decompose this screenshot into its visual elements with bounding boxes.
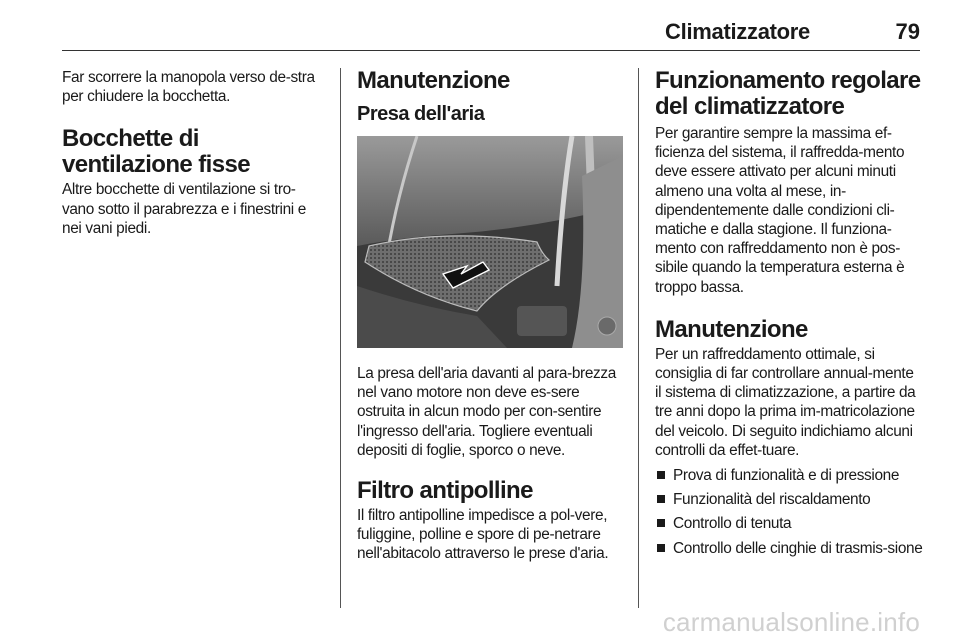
regular-operation-text: Per garantire sempre la massima ef-ficienza del sistema, il raffredda-mento deve essere attivato per alcuni minuti almeno una volta al mese, in-dipendentemente dalle condizioni cli-matiche e dalla stagione. Il funziona-mento con raffreddamento non è pos-sibile quando la temperatura esterna è troppo bassa. <box>655 125 905 296</box>
bullet-square-icon <box>657 471 665 479</box>
page-number: 79 <box>895 19 920 44</box>
column-2 <box>357 68 623 564</box>
column-divider <box>340 68 341 608</box>
list-item-text: Funzionalità del riscaldamento <box>673 491 871 509</box>
bullet-square-icon <box>657 544 665 552</box>
section-title-maintenance: Manutenzione <box>357 67 510 94</box>
maintenance-ac-text: Per un raffreddamento ottimale, si consiglia di far controllare annual-mente il sistema di climatizzazione, a partire da tre anni dopo la prima im-matricolazione del veicolo. Di seguito indichiamo alcuni controlli da effet-tuare. <box>655 345 916 459</box>
list-item <box>655 490 923 509</box>
column-1 <box>62 68 324 238</box>
column-3 <box>655 68 923 563</box>
section-title-maintenance-ac: Manutenzione <box>655 315 808 343</box>
page-header <box>62 16 920 51</box>
list-item-text: Controllo delle cinghie di trasmis-sione <box>673 539 923 557</box>
intro-paragraph: Far scorrere la manopola verso de-stra per chiudere la bocchetta. <box>62 69 315 106</box>
bullet-square-icon <box>657 495 665 503</box>
header-title: Climatizzatore <box>665 19 810 44</box>
bullet-square-icon <box>657 519 665 527</box>
pollen-filter-text: Il filtro antipolline impedisce a pol-vere, fuliggine, polline e spore di pe-netrare nell'abitacolo attraverso le prese d'aria. <box>357 507 609 563</box>
air-intake-photo <box>357 136 623 348</box>
air-intake-text: La presa dell'aria davanti al para-brezza nel vano motore non deve es-sere ostruita in alcun modo per con-sentire l'ingresso dell'aria. Togliere eventuali depositi di foglie, sporco o neve. <box>357 365 616 459</box>
watermark: carmanualsonline.info <box>662 607 920 637</box>
list-item-text: Controllo di tenuta <box>673 515 792 533</box>
section-title-regular-operation: Funzionamento regolare del climatizzatore <box>655 67 921 120</box>
subsection-title-air-intake: Presa dell'aria <box>357 103 485 125</box>
section-title-fixed-vents: Bocchette di ventilazione fisse <box>62 125 250 179</box>
list-item-text: Prova di funzionalità e di pressione <box>673 467 900 485</box>
section-text-fixed-vents: Altre bocchette di ventilazione si tro-vano sotto il parabrezza e i finestrini e nei vani piedi. <box>62 181 307 237</box>
checks-list <box>655 466 923 558</box>
section-title-pollen-filter: Filtro antipolline <box>357 477 533 505</box>
column-divider <box>638 68 639 608</box>
list-item <box>655 539 923 558</box>
list-item <box>655 466 923 485</box>
list-item <box>655 514 923 533</box>
